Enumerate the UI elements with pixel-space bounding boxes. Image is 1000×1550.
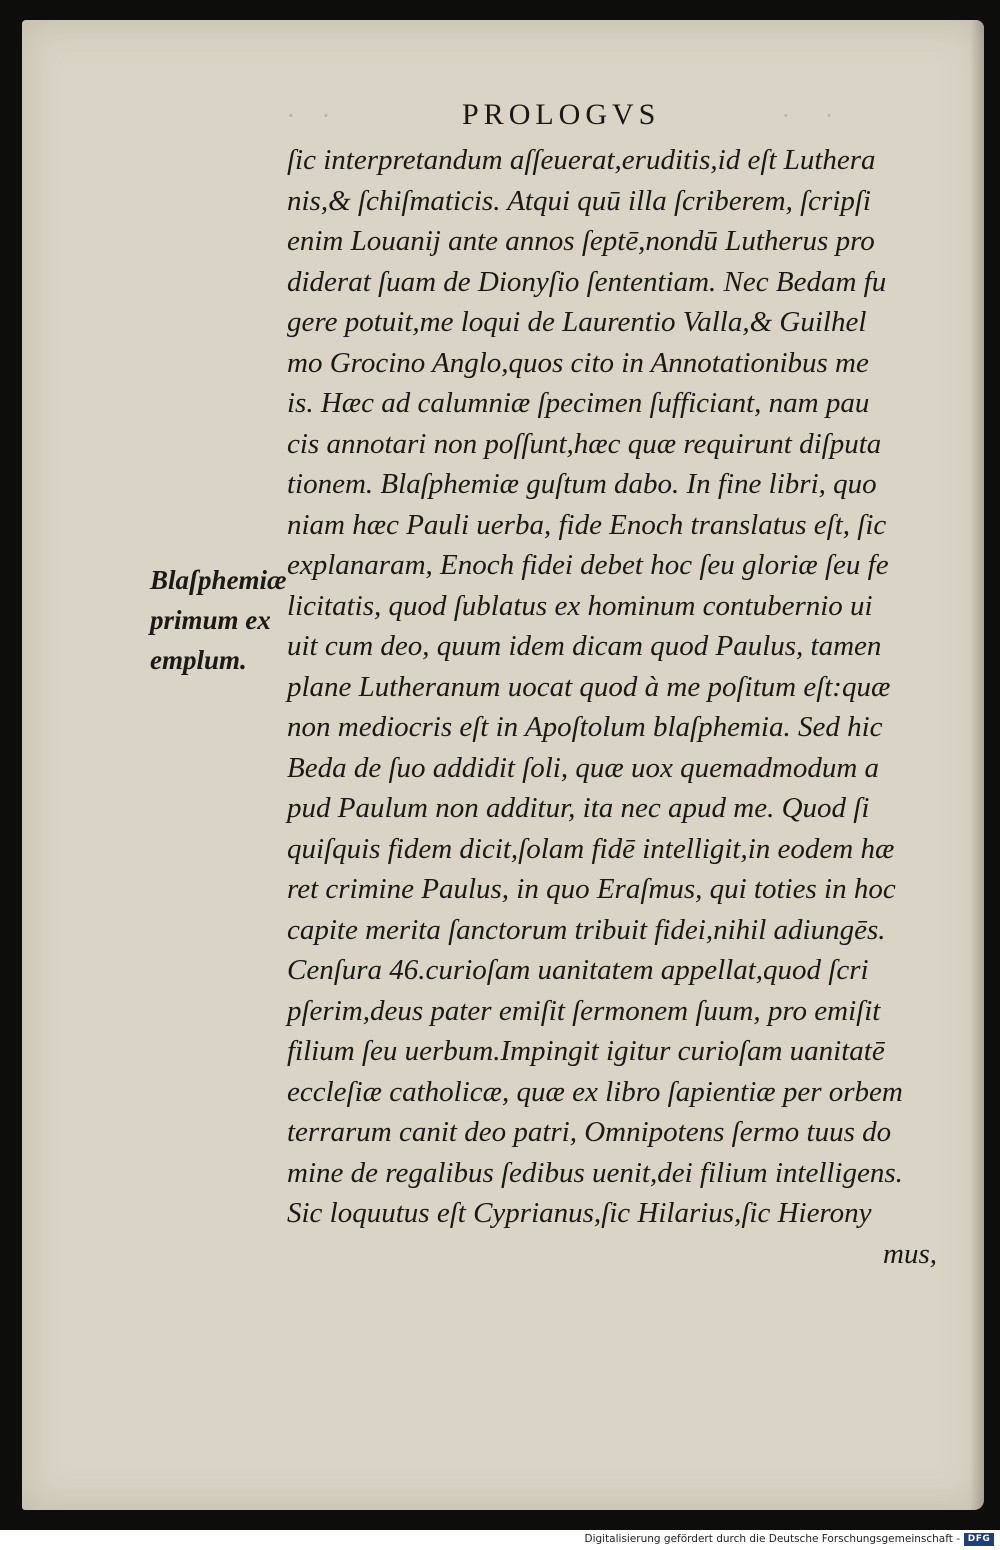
text-line: capite merita ſanctorum tribuit fidei,nihil adiungēs. xyxy=(287,913,886,946)
text-line: uit cum deo, quum idem dicam quod Paulus, tamen xyxy=(287,630,882,662)
digitization-credit: Digitalisierung gefördert durch die Deutsche Forschungsgemeinschaft - xyxy=(584,1533,960,1545)
text-line: non mediocris eſt in Apoſtolum blaſphemia. Sed hic xyxy=(287,711,883,743)
text-line: Beda de ſuo addidit ſoli, quæ uox quemadmodum a xyxy=(287,751,880,784)
text-line: filium ſeu uerbum.Impingit igitur curioſam uanitatē xyxy=(287,1035,885,1067)
text-line: pud Paulum non additur, ita nec apud me. Quod ſi xyxy=(287,792,870,824)
bleed-through-marks-right: · · xyxy=(782,102,847,130)
text-line: Sic loquutus eſt Cyprianus,ſic Hilarius,ſic Hierony xyxy=(287,1197,872,1229)
marginal-note xyxy=(150,560,290,680)
dfg-logo[interactable]: DFG xyxy=(964,1533,994,1546)
text-line: plane Lutheranum uocat quod à me poſitum eſt:quæ xyxy=(287,670,891,703)
marginal-note-line: emplum. xyxy=(150,645,247,675)
text-line: enim Louanij ante annos ſeptē,nondū Lutherus pro xyxy=(287,225,875,257)
bleed-through-marks-left: · · xyxy=(287,102,340,130)
text-line: tionem. Blaſphemiæ guſtum dabo. In fine libri, quo xyxy=(287,468,877,500)
marginal-note-line: primum ex xyxy=(150,605,271,635)
text-line: mine de regalibus ſedibus uenit,dei filium intelligens. xyxy=(287,1156,903,1189)
text-line: explanaram, Enoch fidei debet hoc ſeu gloriæ ſeu fe xyxy=(287,549,889,581)
text-line: terrarum canit deo patri, Omnipotens ſermo tuus do xyxy=(287,1116,892,1148)
text-line: Cenſura 46.curioſam uanitatem appellat,quod ſcri xyxy=(287,954,869,986)
text-line: diderat ſuam de Dionyſio ſententiam. Nec Bedam fu xyxy=(287,265,887,298)
text-line: pſerim,deus pater emiſit ſermonem ſuum, pro emiſit xyxy=(287,994,881,1027)
text-line: cis annotari non poſſunt,hæc quæ requirunt diſputa xyxy=(287,427,882,460)
text-line: mo Grocino Anglo,quos cito in Annotationibus me xyxy=(287,346,869,379)
running-head xyxy=(22,98,984,138)
footer xyxy=(0,1530,1000,1550)
catchword: mus, xyxy=(883,1237,937,1270)
text-line: licitatis, quod ſublatus ex hominum contubernio ui xyxy=(287,589,873,622)
page-title: PROLOGVS xyxy=(462,98,661,131)
text-line: nis,& ſchiſmaticis. Atqui quū illa ſcriberem, ſcripſi xyxy=(287,184,871,217)
body-text xyxy=(287,140,967,1274)
text-line: ſic interpretandum aſſeuerat,eruditis,id eſt Luthera xyxy=(287,144,876,176)
marginal-note-line: Blaſphemiæ xyxy=(150,565,287,595)
book-page xyxy=(22,20,984,1510)
text-line: quiſquis fidem dicit,ſolam fidē intelligit,in eodem hæ xyxy=(287,832,895,865)
page-edge-shadow xyxy=(970,20,984,1510)
text-line: is. Hæc ad calumniæ ſpecimen ſufficiant, nam pau xyxy=(287,387,870,419)
text-line: gere potuit,me loqui de Laurentio Valla,& Guilhel xyxy=(287,306,867,338)
text-line: ret crimine Paulus, in quo Eraſmus, qui toties in hoc xyxy=(287,873,896,905)
text-line: niam hæc Pauli uerba, fide Enoch translatus eſt, ſic xyxy=(287,508,887,541)
text-line: eccleſiæ catholicæ, quæ ex libro ſapientiæ per orbem xyxy=(287,1075,903,1108)
